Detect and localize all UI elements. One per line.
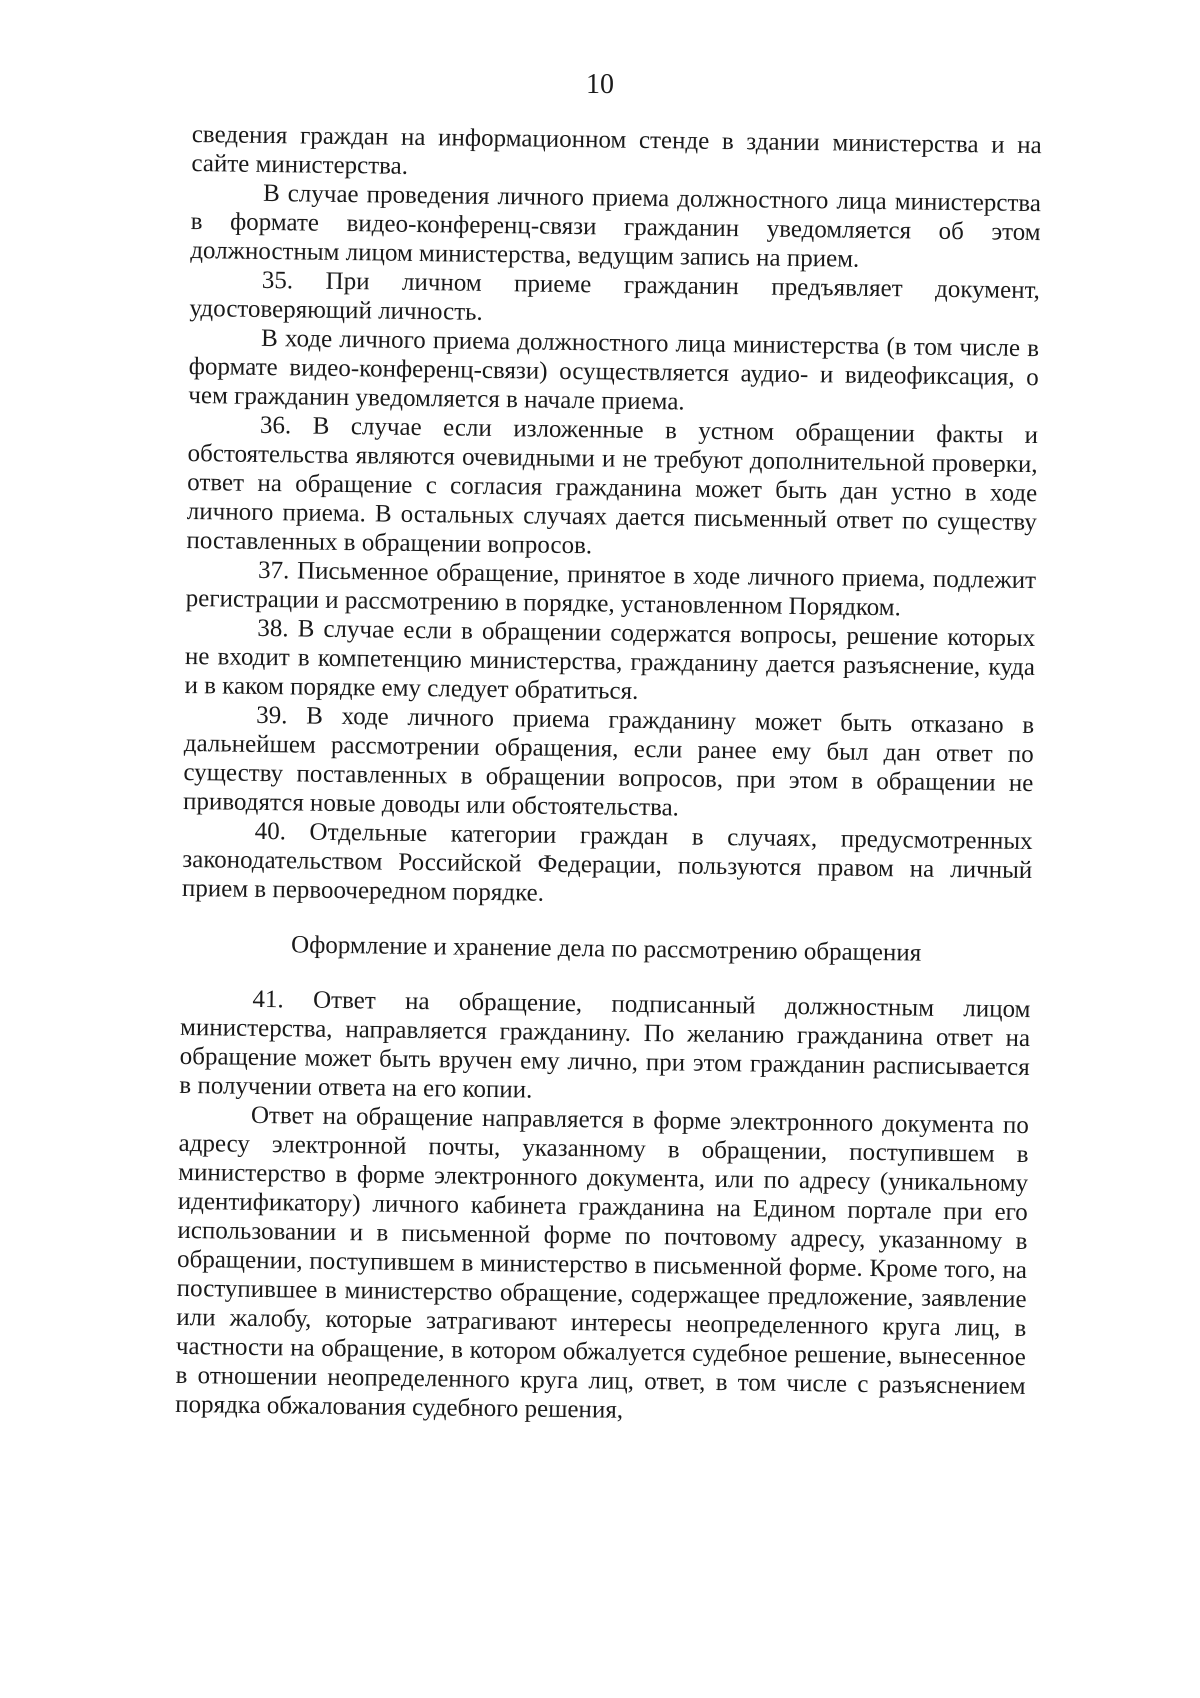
paragraph-item-39: 39. В ходе личного приема гражданину может быть отказано в дальнейшем рассмотрении обращения, если ранее ему был дан ответ по существу поставленных в обращении вопросов, при этом в обращении не приводятся новые доводы или обстоятельства. <box>182 701 1035 822</box>
paragraph: сведения граждан на информационном стенде в здании министерства и на сайте министерства. <box>191 120 1042 180</box>
paragraph-item-38: 38. В случае если в обращении содержатся вопросы, решение которых не входит в компетенцию министерства, гражданину дается разъяснение, куда и в каком порядке ему следует обратиться. <box>184 614 1036 705</box>
document-body <box>175 120 1042 1430</box>
page-number: 10 <box>586 69 614 100</box>
paragraphs-before-heading <box>182 120 1042 914</box>
paragraph-item-41: 41. Ответ на обращение, подписанный должностным лицом министерства, направляется гражданину. По желанию гражданина ответ на обращение может быть вручен ему лично, при этом гражданин расписывается в получении ответа на его копии. <box>179 985 1031 1104</box>
paragraph: В ходе личного приема должностного лица министерства (в том числе в формате видео-конференц-связи) осуществляется аудио- и видеофиксация, о чем гражданин уведомляется в начале приема. <box>188 324 1040 416</box>
paragraph-item-40: 40. Отдельные категории граждан в случаях, предусмотренных законодательством Российской Федерации, пользуются правом на личный прием в первоочередном порядке. <box>181 817 1033 907</box>
paragraph-item-35: 35. При личном приеме гражданин предъявляет документ, удостоверяющий личность. <box>189 266 1041 326</box>
paragraph-item-37: 37. Письменное обращение, принятое в ходе личного приема, подлежит регистрации и рассмотрению в порядке, установленном Порядком. <box>185 556 1037 622</box>
section-heading: Оформление и хранение дела по рассмотрению обращения <box>290 931 922 967</box>
paragraph: В случае проведения личного приема должностного лица министерства в формате видео-конференц-связи гражданин уведомляется об этом должностным лицом министерства, ведущим запись на прием. <box>190 179 1042 273</box>
paragraph-item-36: 36. В случае если изложенные в устном обращении факты и обстоятельства являются очевидными и не требуют дополнительной проверки, ответ на обращение с согласия гражданина может быть дан устно в ходе личного приема. В остальных случаях дается письменный ответ по существу поставленных в обращении вопросов. <box>186 411 1039 560</box>
paragraph: Ответ на обращение направляется в форме электронного документа по адресу электронной почты, указанному в обращении, поступившем в министерство в форме электронного документа, или по адресу (уникальному идентификатору) личного кабинета гражданина на Едином портале при его использовании и в письменной форме по почтовому адресу, указанному в обращении, поступившем в министерство в письменной форме. Кроме того, на поступившее в министерство обращение, содержащее предложение, заявление или жалобу, которые затрагивают интересы неопределенного круга лиц, в частности на обращение, в котором обжалуется судебное решение, вынесенное в отношении неопределенного круга лиц, ответ, в том числе с разъяснением порядка обжалования судебного решения, <box>175 1101 1030 1424</box>
paragraphs-after-heading <box>175 984 1031 1430</box>
